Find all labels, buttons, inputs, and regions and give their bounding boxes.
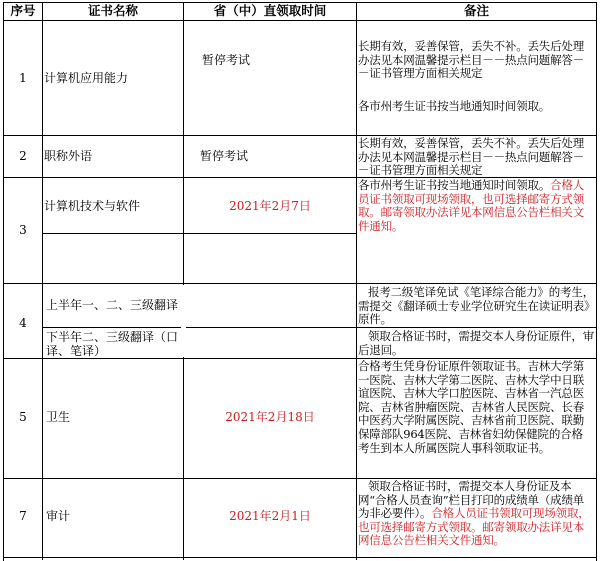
row-7-note-black: 领取合格证书时，需提交本人身份证及本网“合格人员查询”栏目打印的成绩单（成绩单为非必要件）。 [358, 479, 585, 521]
header-no: 序号 [10, 3, 36, 18]
row-3-note-red: 合格人员证书领取可现场领取，也可选择邮寄方式领取。邮寄领取办法详见本网信息公告栏相关文件通知。 [358, 178, 585, 233]
row-4-note-b: 领取合格证书时，需提交本人身份证原件，审后退回。 [358, 329, 594, 357]
row-4-note-a: 报考二级笔译免试《笔译综合能力》的考生，需提交《翻译硕士专业学位研究生在读证明表》原件。 [358, 285, 594, 327]
row-7-note [358, 480, 594, 548]
row-3-note [358, 179, 594, 233]
row-7-note-red: 合格人员证书领取可现场领取，也可选择邮寄方式领取。邮寄领取办法详见本网信息公告栏相关文件通知。 [358, 506, 590, 548]
row-5-no: 5 [19, 410, 27, 424]
row-3-time: 2021年2月7日 [229, 199, 311, 213]
header-time: 省（中）直领取时间 [213, 3, 327, 18]
row-2-no: 2 [19, 149, 27, 163]
row-4-name-b: 下半年二、三级翻译（口译、笔译） [46, 330, 179, 358]
row-4-name-a: 上半年一、二、三级翻译 [46, 298, 179, 312]
row-7-name: 审计 [46, 509, 71, 523]
row-1-time: 暂停考试 [202, 53, 251, 67]
row-3-name: 计算机技术与软件 [44, 199, 141, 213]
row-1-note-a: 长期有效，妥善保管，丢失不补。丢失后处理办法见本网温馨提示栏目－－热点问题解答－－证书管理方面相关规定 [358, 39, 584, 81]
row-2-name: 职称外语 [44, 149, 93, 163]
row-2-note: 长期有效，妥善保管，丢失不补。丢失后处理办法见本网温馨提示栏目－－热点问题解答－－证书管理方面相关规定 [358, 136, 584, 178]
row-5-note: 合格考生凭身份证原件领取证书。吉林大学第一医院、吉林大学第二医院、吉林大学中日联谊医院、吉林大学口腔医院、吉林省一汽总医院、吉林省肿瘤医院、吉林省人民医院、长春中医药大学附属医院、吉林省前卫医院、联勤保障部队964医院、吉林省妇幼保健院的合格考生到本人所属医院人事科领取证书。 [358, 359, 584, 455]
row-3-note-black: 各市州考生证书按当地通知时间领取。 [358, 178, 551, 192]
row-1-note-b: 各市州考生证书按当地通知时间领取。 [358, 99, 551, 113]
row-7-time: 2021年2月1日 [229, 509, 311, 523]
row-2-time: 暂停考试 [200, 149, 249, 163]
header-name: 证书名称 [87, 3, 138, 18]
row-1-name: 计算机应用能力 [44, 71, 129, 85]
row-4-no: 4 [19, 316, 27, 330]
header-note: 备注 [463, 3, 489, 18]
row-7-no: 7 [19, 509, 27, 523]
row-1-no: 1 [19, 71, 27, 85]
row-5-time: 2021年2月18日 [225, 410, 315, 424]
row-3-no: 3 [19, 223, 27, 237]
row-5-name: 卫生 [46, 410, 71, 424]
